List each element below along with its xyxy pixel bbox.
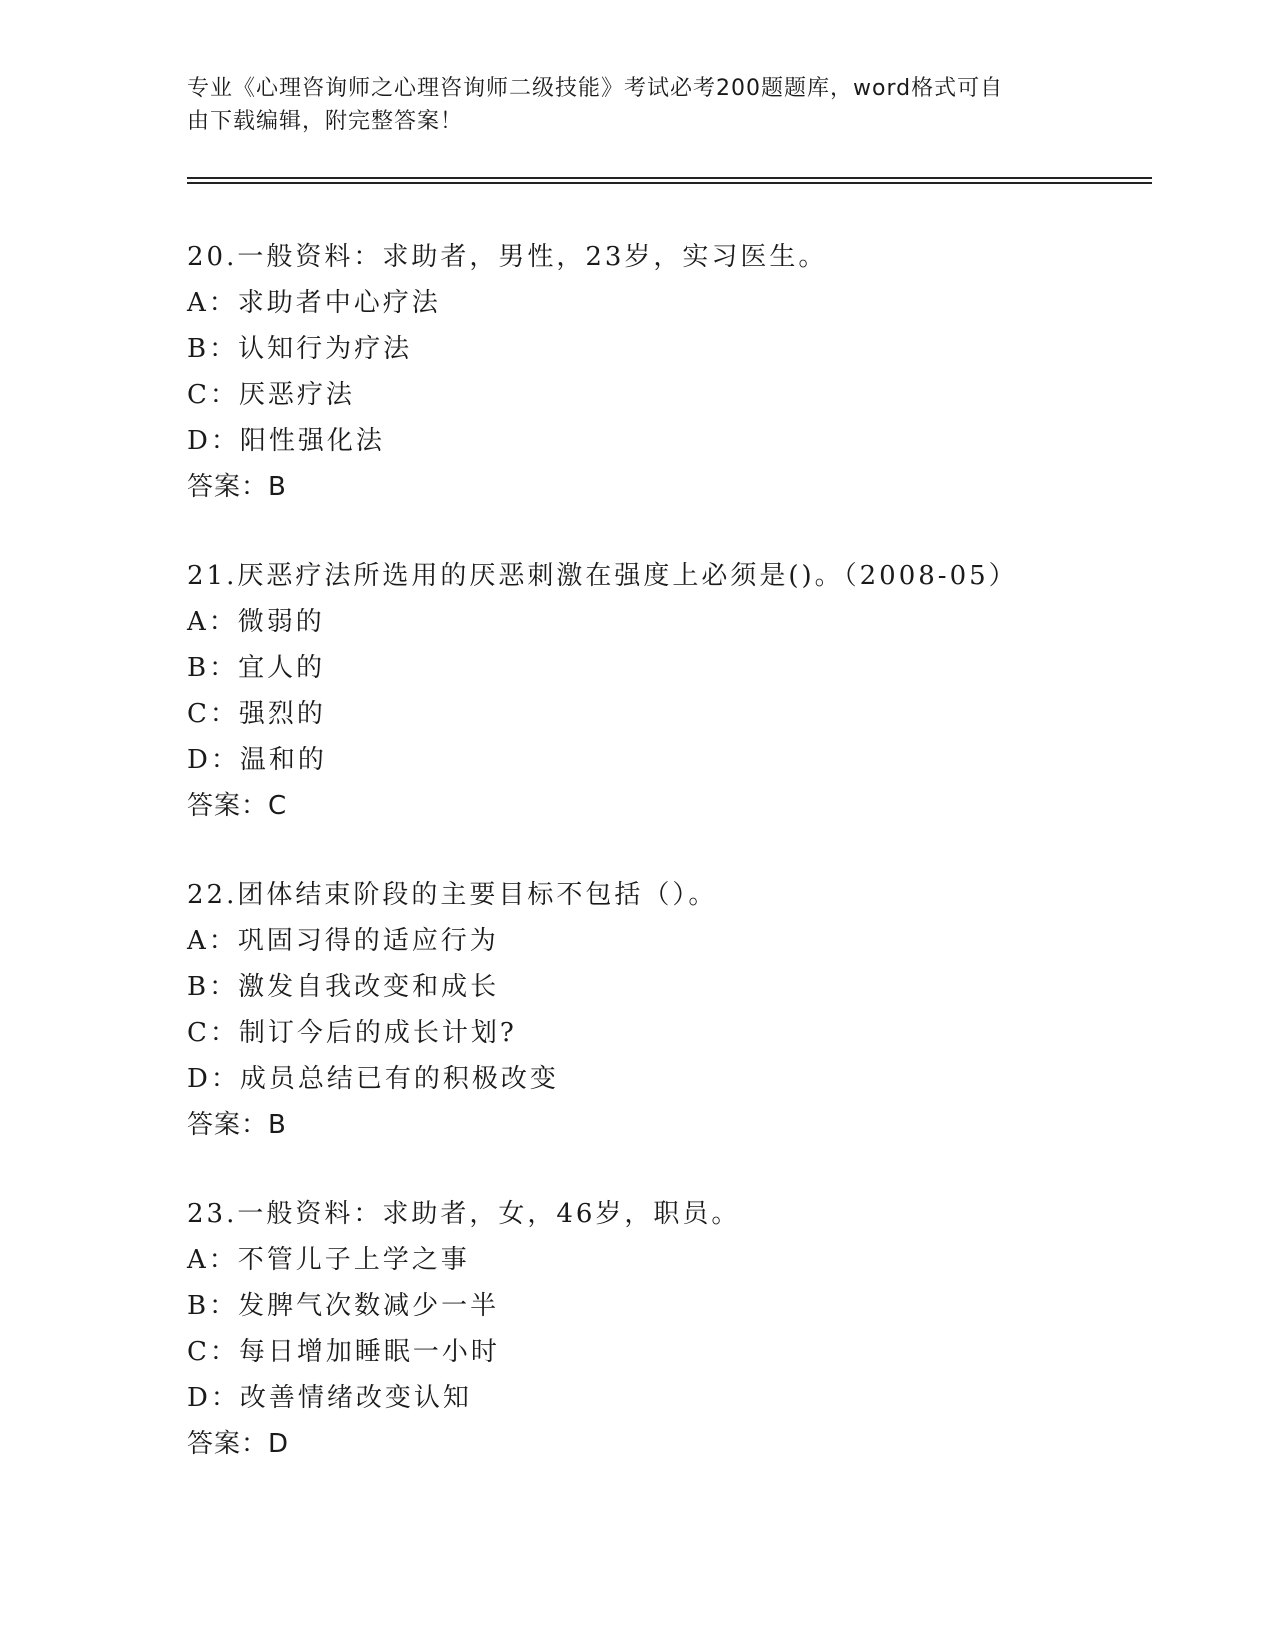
question-stem: 22.团体结束阶段的主要目标不包括（）。 <box>187 880 718 910</box>
answer-line: 答案：B <box>187 1110 287 1140</box>
option-d: D：阳性强化法 <box>187 426 385 456</box>
question-23 <box>187 1191 1147 1467</box>
header-line-2: 由下载编辑，附完整答案！ <box>187 109 464 134</box>
question-22 <box>187 872 1147 1148</box>
question-20 <box>187 234 1147 510</box>
option-a: A：求助者中心疗法 <box>187 288 441 318</box>
answer-line: 答案：C <box>187 791 288 821</box>
question-stem: 23.一般资料：求助者，女，46岁，职员。 <box>187 1199 741 1229</box>
question-stem: 20.一般资料：求助者，男性，23岁，实习医生。 <box>187 242 828 272</box>
option-d: D：改善情绪改变认知 <box>187 1383 472 1413</box>
option-d: D：温和的 <box>187 745 327 775</box>
header-divider-bottom <box>187 182 1152 184</box>
document-header <box>187 72 1087 138</box>
answer-line: 答案：D <box>187 1429 290 1459</box>
header-divider-top <box>187 177 1152 179</box>
option-a: A：不管儿子上学之事 <box>187 1245 470 1275</box>
question-21 <box>187 553 1147 829</box>
option-b: B：激发自我改变和成长 <box>187 972 500 1002</box>
answer-line: 答案：B <box>187 472 287 502</box>
option-c: C：每日增加睡眠一小时 <box>187 1337 500 1367</box>
option-d: D：成员总结已有的积极改变 <box>187 1064 559 1094</box>
option-b: B：认知行为疗法 <box>187 334 413 364</box>
option-c: C：强烈的 <box>187 699 326 729</box>
question-stem: 21.厌恶疗法所选用的厌恶刺激在强度上必须是()。（2008-05） <box>187 561 1018 591</box>
option-c: C：厌恶疗法 <box>187 380 355 410</box>
option-c: C：制订今后的成长计划? <box>187 1018 517 1048</box>
option-a: A：巩固习得的适应行为 <box>187 926 499 956</box>
header-line-1: 专业《心理咨询师之心理咨询师二级技能》考试必考200题题库，word格式可自 <box>187 76 1004 101</box>
option-b: B：宜人的 <box>187 653 326 683</box>
option-b: B：发脾气次数减少一半 <box>187 1291 500 1321</box>
option-a: A：微弱的 <box>187 607 325 637</box>
